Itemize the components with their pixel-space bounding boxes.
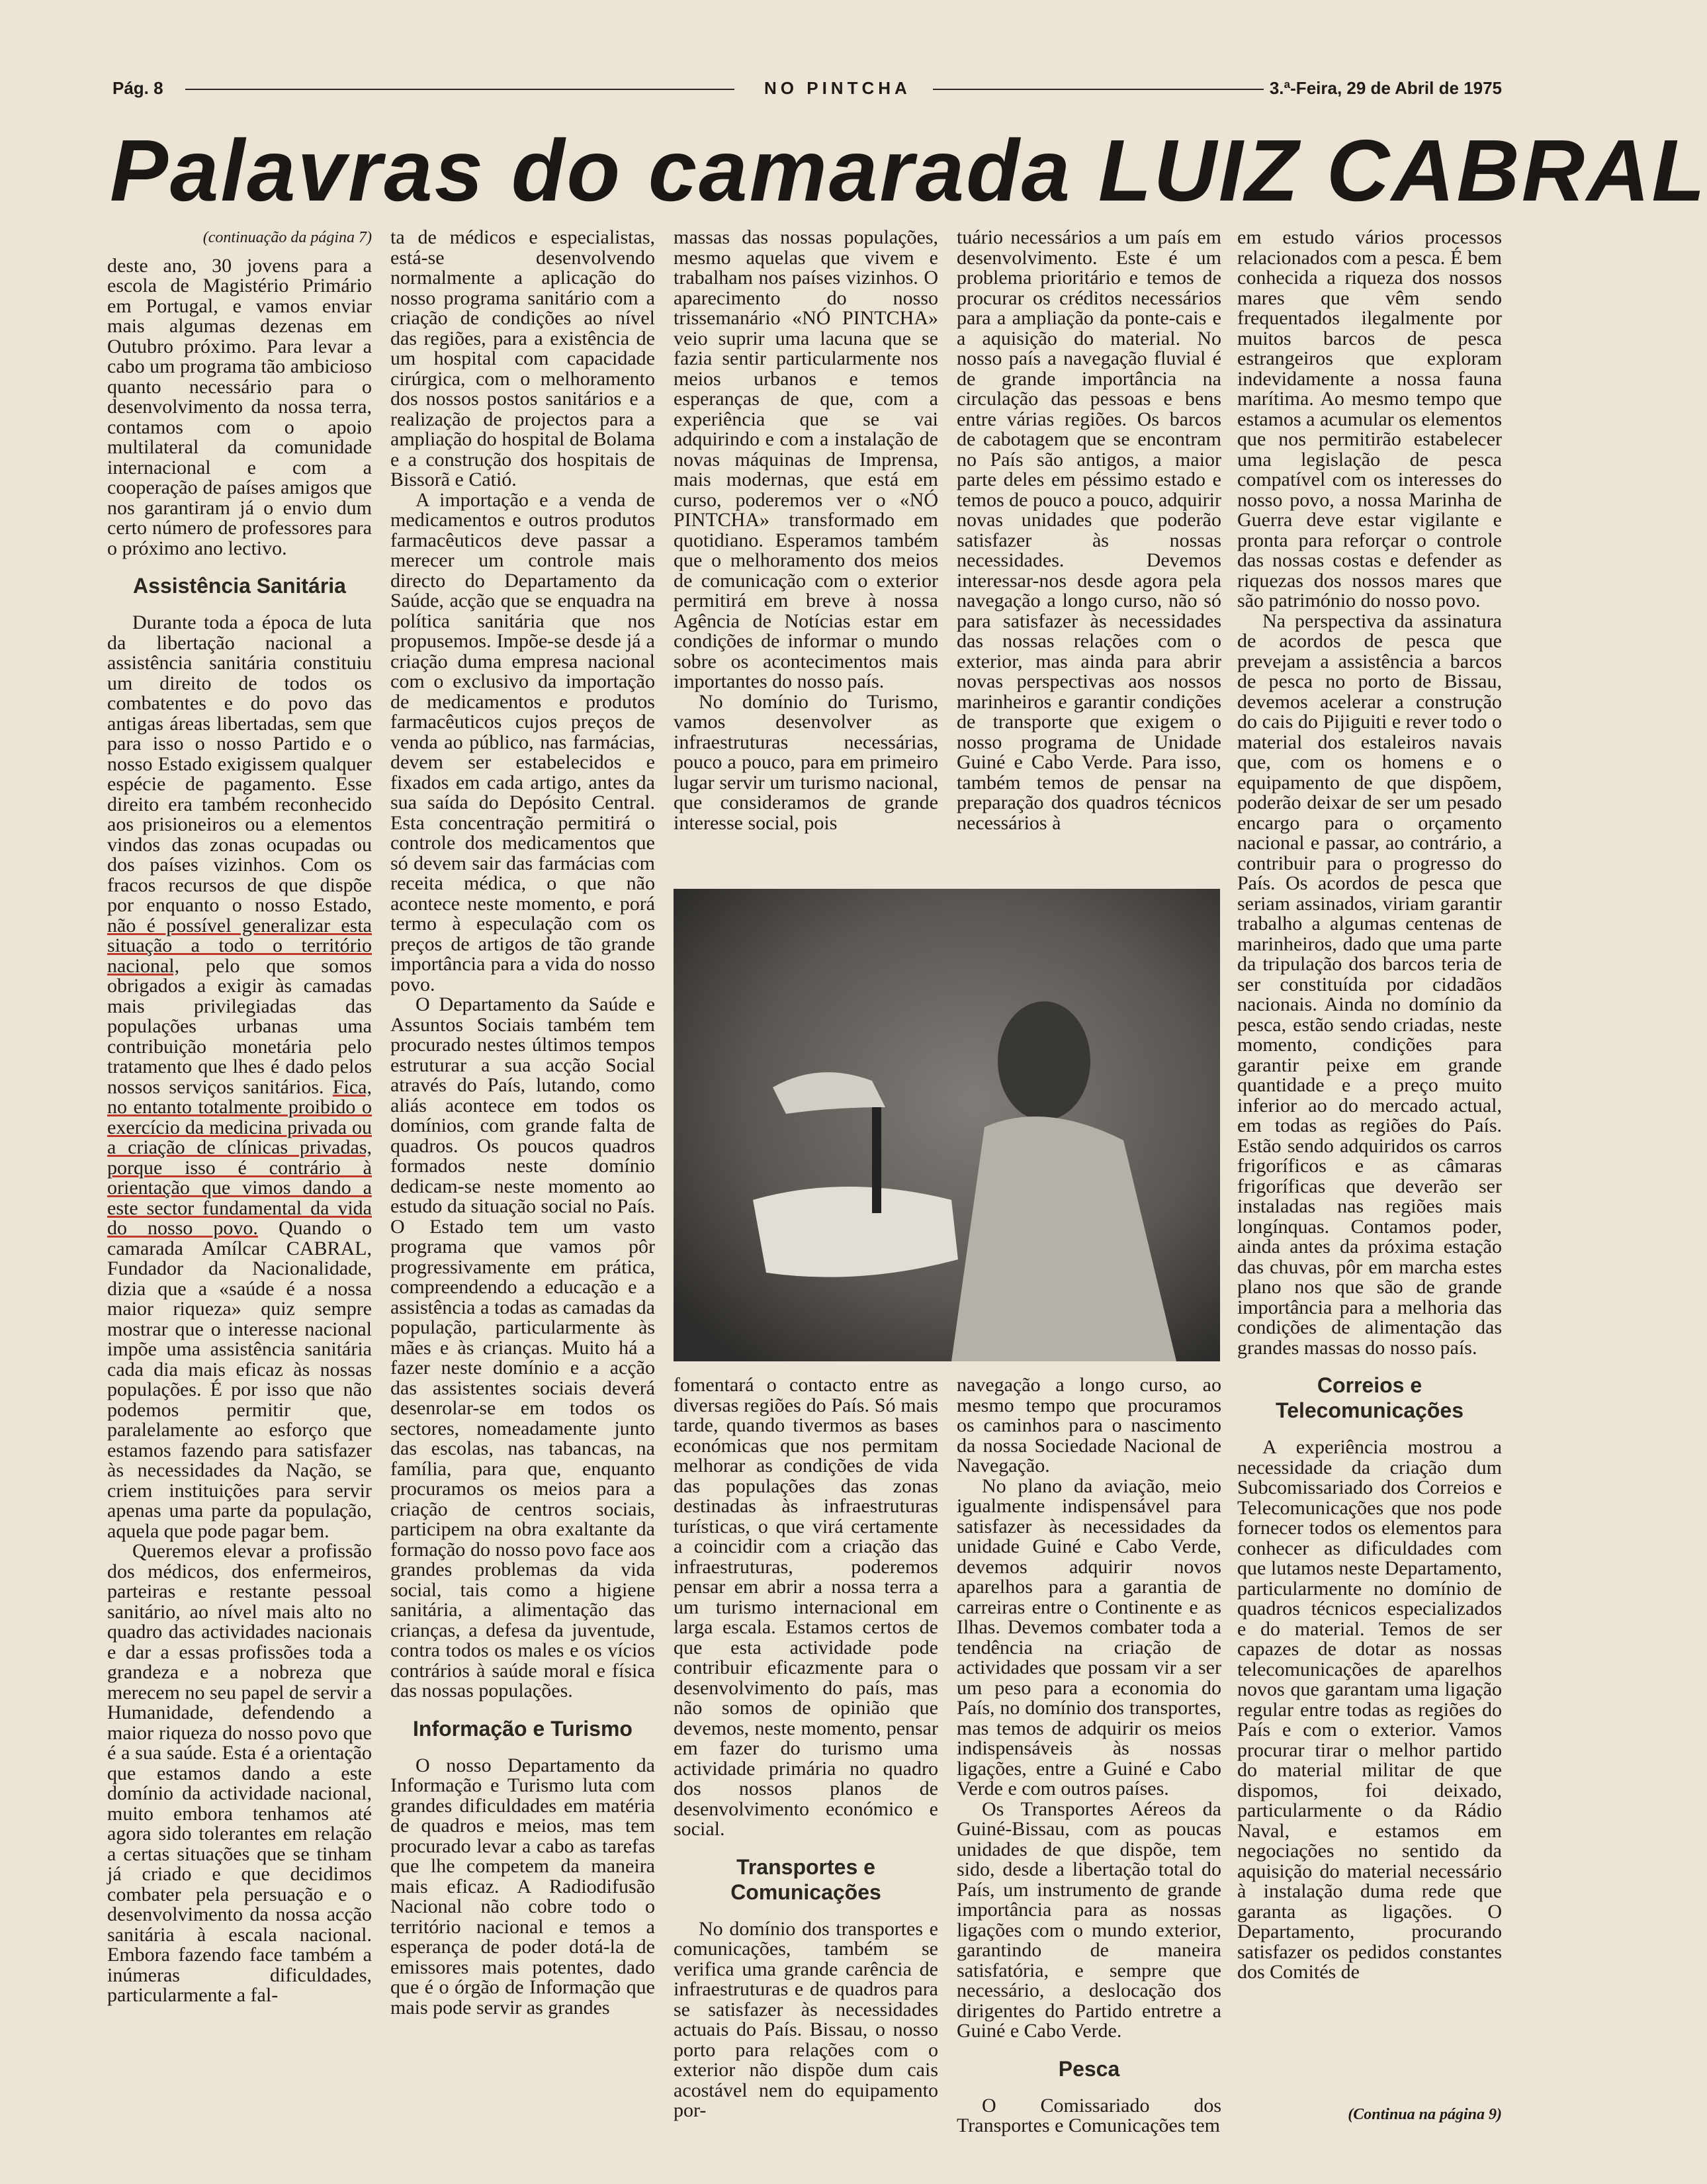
paragraph: em estudo vários processos relacionados com a pesca. É bem conhecida a riqueza dos nossos mares que vêm sendo frequentados ilegalmente por muitos barcos de pesca estrangeiros que exploram indevidamente a nossa fauna marítima. Ao mesmo tempo que estamos a acumular os elementos que nos permitirão estabelecer uma legislação de pesca compatível com os interesses do nosso povo, a nossa Marinha de Guerra deve estar vigilante e pronta para reforçar o controle das nossas costas e defender as riquezas dos nossos mares que são património do nosso povo.: [1237, 226, 1502, 612]
paragraph: Os Transportes Aéreos da Guiné-Bissau, com as poucas unidades de que dispõe, tem sido, desde a libertação total do País, um instrumento de grande importância para as nossas ligações com o mundo exterior, garantindo de maneira satisfatória, e sempre que necessário, a deslocação dos dirigentes do Partido entretre a Guiné e Cabo Verde.: [957, 1797, 1221, 2042]
paragraph: No plano da aviação, meio igualmente indispensável para satisfazer às necessidades da unidade Guiné e Cabo Verde, devemos adquirir novos aparelhos para a garantia de carreiras entre o Continente e as Ilhas. Devemos combater toda a tendência na criação de actividades que possam vir a ser um peso para a economia do País, no domínio dos transportes, mas temos de adquirir os meios indispensáveis às nossas ligações, entre a Guiné e Cabo Verde e com outros países.: [957, 1475, 1221, 1799]
continued-note: (Continua na página 9): [1348, 2106, 1502, 2123]
column-1: [107, 228, 372, 2134]
paragraph: O Comissariado dos Transportes e Comunicações tem: [957, 2094, 1221, 2136]
paragraph: deste ano, 30 jovens para a escola de Magistério Primário em Portugal, e vamos enviar mais algumas dezenas em Outubro próximo. Para levar a cabo um programa tão ambicioso quanto necessário para o desenvolvimento da nossa terra, contamos com o apoio multilateral da comunidade internacional e com a cooperação de países amigos que nos garantiram já o envio dum certo número de professores para o próximo ano lectivo.: [107, 254, 372, 559]
issue-date: 3.ª-Feira, 29 de Abril de 1975: [1269, 78, 1502, 98]
headline: Palavras do camarada LUIZ CABRAL: [110, 122, 1707, 219]
column-3-top: [674, 228, 938, 833]
paragraph: massas das nossas populações, mesmo aquelas que vivem e trabalham nos países vizinhos. O aparecimento do nosso trissemanário «NÓ PINTCHA» veio suprir uma lacuna que se fazia sentir particularmente nos meios urbanos e temos esperanças de que, com a experiência que se vai adquirindo e com a instalação de novas máquinas de Imprensa, mais modernas, que está em curso, poderemos ver o «NÓ PINTCHA» transformado em quotidiano. Esperamos também que o melhoramento dos meios de comunicação com o exterior permitirá em breve à nossa Agência de Notícias estar em condições de informar o mundo sobre os acontecimentos mais importantes do nosso país.: [674, 226, 938, 692]
photo-image: [674, 889, 1220, 1361]
paragraph: Durante toda a época de luta da libertação nacional a assistência sanitária constituiu um direito de todos os combatentes e do povo das antigas áreas libertadas, sem que para isso o nosso Partido e o nosso Estado exigissem qualquer espécie de pagamento. Esse direito era também reconhecido aos prisioneiros ou a elementos vindos das zonas ocupadas ou dos países vizinhos. Com os fracos recursos de que dispõe por enquanto o nosso Estado, não é possível generalizar esta situação a todo o território nacional, pelo que somos obrigados a exigir às camadas mais privilegiadas das populações urbanas uma contribuição monetária pelo tratamento que lhes é dado pelos nossos serviços sanitários. Fica, no entanto totalmente proibido o exercício da medicina privada ou a criação de clínicas privadas, porque isso é contrário à orientação que vimos dando a este sector fundamental da vida do nosso povo. Quando o camarada Amílcar CABRAL, Fundador da Nacionalidade, dizia que a «saúde é a nossa maior riqueza» quiz sempre mostrar que o interesse nacional impõe uma assistência sanitária cada dia mais eficaz às nossas populações. É por isso que não podemos permitir que, paralelamente ao esforço que estamos fazendo para satisfazer às necessidades da Nação, se criem instituições para servir apenas uma parte da população, aquela que pode pagar bem.: [107, 612, 372, 1542]
underlined-text: Fica, no entanto totalmente proibido o exercício da medicina privada ou a criação de clínicas privadas, porque isso é contrário à orientação que vimos dando a este sector fundamental da vida do nosso povo.: [107, 1075, 372, 1239]
section-heading-informacao-turismo: Informação e Turismo: [413, 1716, 633, 1741]
paragraph: Na perspectiva da assinatura de acordos de pesca que prevejam a assistência a barcos de pesca no porto de Bissau, devemos acelerar a construção do cais do Pijiguiti e rever todo o material dos estaleiros navais que, com os homens e o equipamento de que dispõem, poderão deixar de ser um pesado encargo para o orçamento nacional e passar, ao contrário, a contribuir para o progresso do País. Os acordos de pesca que seriam assinados, viriam garantir trabalho a algumas centenas de marinheiros, dado que uma parte da tripulação dos barcos teria de ser constituída por cidadãos nacionais. Ainda no domínio da pesca, estão sendo criadas, neste momento, condições para garantir peixe em grande quantidade e a preço muito inferior ao do mercado actual, em todas as regiões do País. Estão sendo adquiridos os carros frigoríficos e as câmaras frigoríficas que deverão ser instaladas nas regiões mais longínquas. Contamos poder, ainda antes da próxima estação das chuvas, pôr em marcha estes plano nos que são de grande importância para a melhoria das condições de alimentação das grandes massas do nosso país.: [1237, 610, 1502, 1359]
section-heading-pesca: Pesca: [1058, 2056, 1120, 2081]
page-header: [112, 78, 1502, 101]
paragraph: No domínio do Turismo, vamos desenvolver as infraestruturas necessárias, pouco a pouco, para em primeiro lugar servir um turismo nacional, que consideramos de grande interesse social, pois: [674, 690, 938, 834]
header-rule-right: [933, 89, 1264, 90]
column-4-top: [957, 228, 1221, 833]
underlined-text: não é possível generalizar esta situação a todo o território nacional,: [107, 914, 372, 977]
section-heading-correios-telecomunicacoes: Correios e Telecomunicações: [1276, 1373, 1464, 1422]
page-number: Pág. 8: [112, 78, 163, 98]
paragraph: No domínio dos transportes e comunicações, também se verifica uma grande carência de infraestruturas e de quadros para se satisfazer às necessidades actuais do País. Bissau, o nosso porto para relações com o exterior não dispõe dum cais acostável nem do equipamento por-: [674, 1917, 938, 2121]
paragraph: A experiência mostrou a necessidade da criação dum Subcomissariado dos Correios e Telecomunicações que nos pode fornecer todos os elementos para conhecer as dificuldades com que lutamos neste Departamento, particularmente no domínio de quadros técnicos especializados e do material. Temos de ser capazes de dotar as nossas telecomunicações de aparelhos novos que garantam uma ligação regular entre todas as regiões do País e com o exterior. Vamos procurar tirar o melhor partido do material militar de que dispomos, foi deixado, particularmente o da Rádio Naval, e estamos em negociações no sentido da aquisição do material necessário à instalação duma rede que garanta as ligações. O Departamento, procurando satisfazer os pedidos constantes dos Comités de: [1237, 1436, 1502, 1983]
paragraph: ta de médicos e especialistas, está-se desenvolvendo normalmente a aplicação do nosso programa sanitário com a criação de condições ao nível das regiões, para a existência de um hospital com capacidade cirúrgica, com o melhoramento dos nossos postos sanitários e a realização de projectos para a ampliação do hospital de Bolama e a construção dos hospitais de Bissorã e Catió.: [390, 226, 655, 490]
continuation-note: (continuação da página 7): [202, 229, 372, 246]
publication-name: NO PINTCHA: [764, 78, 911, 98]
column-5: [1237, 228, 1502, 2134]
paragraph: navegação a longo curso, ao mesmo tempo que procuramos os caminhos para o nascimento da nossa Sociedade Nacional de Navegação.: [957, 1374, 1221, 1477]
section-heading-assistencia-sanitaria: Assistência Sanitária: [133, 574, 346, 598]
header-rule-left: [185, 89, 734, 90]
paragraph: Queremos elevar a profissão dos médicos, dos enfermeiros, parteiras e restante pessoal sanitário, ao nível mais alto no quadro das actividades nacionais e dar a essas profissões toda a grandeza e a nobreza que merecem no seu papel de servir a Humanidade, defendendo a maior riqueza do nosso povo que é a sua saúde. Esta é a orientação que estamos dando a este domínio da actividade nacional, muito embora tenhamos até agora sido tolerantes em relação a certas situações que se tinham já criado e que decidimos combater pela persuação e o desenvolvimento da nossa acção sanitária à escala nacional. Embora fazendo face também a inúmeras dificuldades, particularmente a fal-: [107, 1540, 372, 2006]
paragraph: O Departamento da Saúde e Assuntos Sociais também tem procurado nestes últimos tempos estruturar a sua acção Social através do País, lutando, como aliás acontece em todos os domínios, com grande falta de quadros. Os poucos quadros formados neste domínio dedicam-se neste momento ao estudo da situação social no País. O Estado tem um vasto programa que vamos pôr progressivamente em prática, compreendendo a educação e a assistência a todas as camadas da população, particularmente às mães e às crianças. Muito há a fazer neste domínio e a acção das assistentes sociais deverá desenrolar-se em todos os sectores, nomeadamente junto das escolas, nas tabancas, na família, para que, enquanto procuramos os meios para a criação de centros sociais, participem na obra exaltante da formação do nosso povo face aos grandes problemas da vida social, tais como a higiene sanitária, a alimentação das crianças, a defesa da juventude, contra todos os males e os vícios contrários à saúde moral e física das nossas populações.: [390, 993, 655, 1702]
column-3-bottom: [674, 1375, 938, 2134]
paragraph: tuário necessários a um país em desenvolvimento. Este é um problema prioritário e temos de procurar os créditos necessários para a ampliação da ponte-cais e a aquisição do material. No nosso país a navegação fluvial é de grande importância na circulação das pessoas e bens entre várias regiões. Os barcos de cabotagem que se encontram no País são antigos, a maior parte deles em péssimo estado e temos de pouco a pouco, adquirir novas unidades que poderão satisfazer às nossas necessidades. Devemos interessar-nos desde agora pela navegação a longo curso, não só para satisfazer às necessidades das nossas relações com o exterior, mas ainda para abrir novas perspectivas aos nossos marinheiros e garantir condições de transporte que exigem o nosso programa de Unidade Guiné e Cabo Verde. Para isso, também temos de pensar na preparação dos quadros técnicos necessários à: [957, 226, 1221, 834]
column-4-bottom: [957, 1375, 1221, 2134]
photo-speaker: [674, 889, 1220, 1361]
column-2: [390, 228, 655, 2134]
section-heading-transportes-comunicacoes: Transportes e Comunicações: [730, 1854, 881, 1904]
paragraph: fomentará o contacto entre as diversas regiões do País. Só mais tarde, quando tivermos as bases económicas que nos permitam melhorar as condições de vida das populações das zonas destinadas às infraestruturas turísticas, o que virá certamente a coincidir com a criação das infraestruturas, poderemos pensar em abrir a nossa terra a um turismo internacional em larga escala. Estamos certos de que esta actividade pode contribuir eficazmente para o desenvolvimento do país, mas não somos de opinião que devemos, neste momento, pensar em fazer do turismo uma actividade primária no quadro dos nossos planos de desenvolvimento económico e social.: [674, 1374, 938, 1840]
paragraph: O nosso Departamento da Informação e Turismo luta com grandes dificuldades em matéria de quadros e meios, mas tem procurado levar a cabo as tarefas que lhe competem da maneira mais eficaz. A Radiodifusão Nacional não cobre todo o território nacional e temos a esperança de poder dotá-la de emissores mais potentes, dado que é o órgão de Informação que mais pode servir as grandes: [390, 1754, 655, 2019]
paragraph: A importação e a venda de medicamentos e outros produtos farmacêuticos deve passar a merecer um controle mais directo do Departamento da Saúde, acção que se enquadra na política sanitária que nos propusemos. Impõe-se desde já a criação duma empresa nacional com o exclusivo da importação de medicamentos e produtos farmacêuticos cujos preços de venda ao público, nas farmácias, devem ser estabelecidos e fixados em cada artigo, antes da sua saída do Depósito Central. Esta concentração permitirá o controle dos medicamentos que só devem sair das farmácias com receita médica, o que não acontece neste momento, e porá termo à especulação com os preços de artigos de tão grande importância para a vida do nosso povo.: [390, 488, 655, 995]
